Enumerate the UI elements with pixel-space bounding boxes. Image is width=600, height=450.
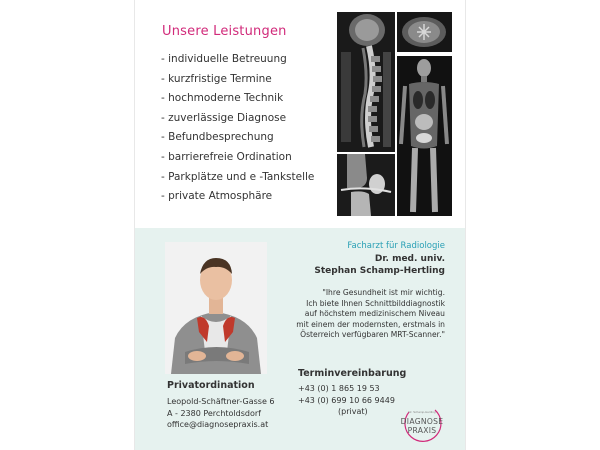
service-item: - hochmoderne Technik bbox=[161, 92, 284, 105]
appointment-phones bbox=[298, 383, 395, 418]
doctor-photo bbox=[165, 242, 267, 374]
doctor-fullname: Stephan Schamp-Hertling bbox=[314, 265, 445, 276]
quote-line: auf höchstem medizinischem Niveau bbox=[304, 309, 445, 318]
spine-mri-image bbox=[337, 12, 395, 152]
service-item: - individuelle Betreuung bbox=[161, 53, 287, 65]
quote-line: "Ihre Gesundheit ist mir wichtig. bbox=[322, 288, 445, 297]
doctor-title: Dr. med. univ. bbox=[374, 254, 445, 264]
address-street: Leopold-Schäftner-Gasse 6 bbox=[167, 397, 275, 406]
quote-line: Österreich verfügbaren MRT-Scanner." bbox=[300, 330, 445, 339]
quote-line: mit einem der modernsten, erstmals in bbox=[296, 319, 445, 329]
phone-number[interactable]: +43 (0) 1 865 19 53 bbox=[298, 384, 380, 393]
flyer-page bbox=[135, 0, 465, 450]
whole-body-mri-image bbox=[397, 56, 452, 216]
address-city: A - 2380 Perchtoldsdorf bbox=[167, 408, 261, 418]
phone-number[interactable]: +43 (0) 699 10 66 9449 bbox=[298, 395, 395, 405]
practice-title: Privatordination bbox=[167, 380, 255, 391]
knee-mri-image bbox=[337, 154, 395, 216]
service-item: - private Atmosphäre bbox=[161, 190, 273, 203]
services-list bbox=[161, 50, 314, 207]
service-item: - barrierefreie Ordination bbox=[161, 150, 292, 163]
contact-section bbox=[135, 228, 465, 450]
doctor-quote bbox=[270, 288, 445, 341]
quote-line: Ich biete Ihnen Schnittbilddiagnostik bbox=[306, 298, 445, 308]
doctor-name bbox=[314, 254, 445, 277]
phone-note: (privat) bbox=[338, 407, 368, 416]
logo-text-diagnose: DIAGNOSE bbox=[400, 417, 444, 426]
service-item: - kurzfristige Termine bbox=[161, 72, 272, 85]
appointment-title: Terminvereinbarung bbox=[298, 368, 407, 379]
logo-small-text: Dr. Schamp-Hertling bbox=[408, 410, 436, 414]
logo-text-praxis: PRAXIS bbox=[407, 426, 437, 435]
practice-address bbox=[167, 396, 275, 431]
service-item: - Befundbesprechung bbox=[161, 131, 274, 144]
service-item: - zuverlässige Diagnose bbox=[161, 111, 287, 124]
email-link[interactable]: office@diagnosepraxis.at bbox=[167, 420, 269, 429]
service-item: - Parkplätze und e -Tankstelle bbox=[161, 170, 315, 183]
specialty-label: Facharzt für Radiologie bbox=[347, 241, 445, 251]
brain-mri-image bbox=[397, 12, 452, 52]
services-title: Unsere Leistungen bbox=[162, 24, 287, 39]
